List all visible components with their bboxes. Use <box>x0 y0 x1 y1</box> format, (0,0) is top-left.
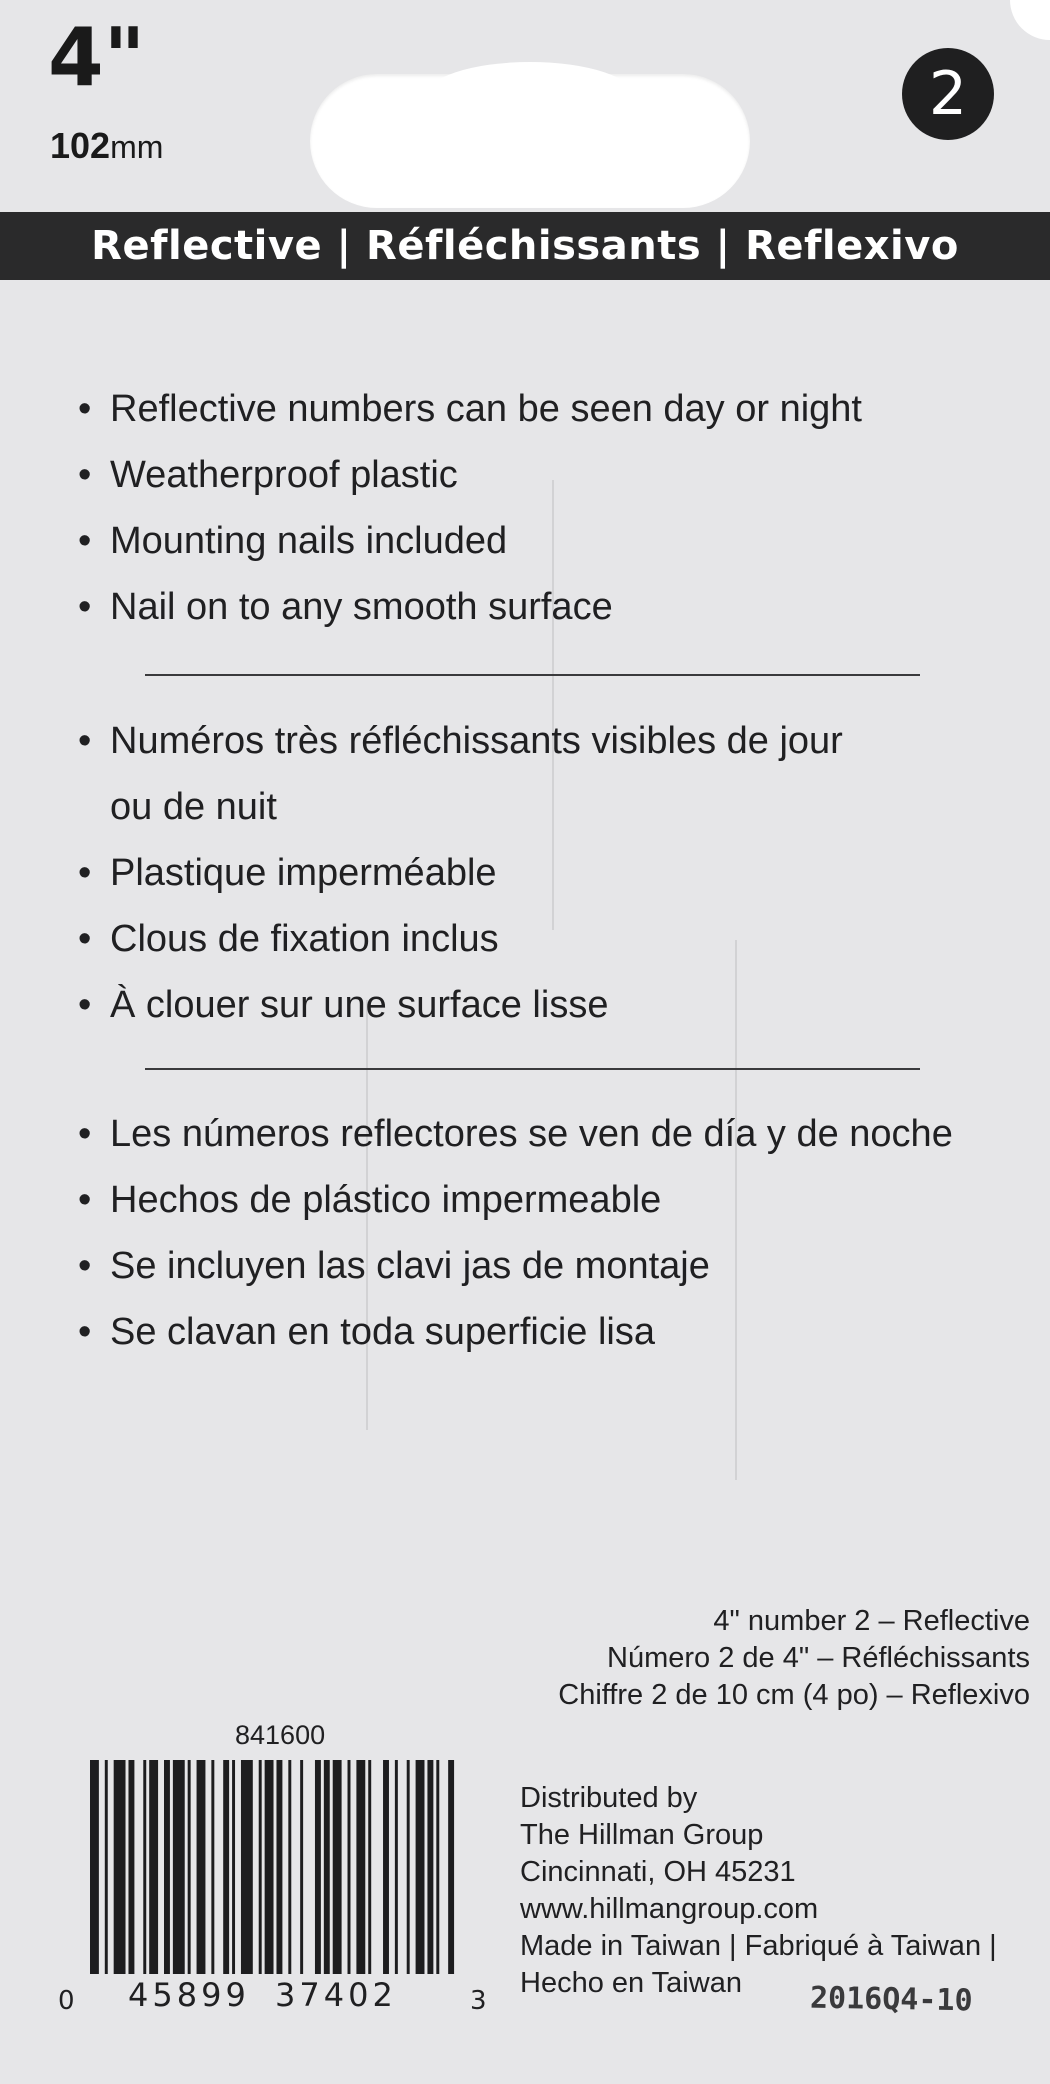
size-millimeters <box>50 125 163 167</box>
features-french <box>78 708 978 1038</box>
origin-es: Hecho en Taiwan <box>520 1967 742 1999</box>
list-item: • Hechos de plástico impermeable <box>78 1167 978 1233</box>
section-divider <box>145 1068 920 1070</box>
barcode-bar <box>407 1760 410 1974</box>
bullet-icon: • <box>78 520 92 562</box>
barcode-bar <box>436 1760 439 1974</box>
company-website: www.hillmangroup.com <box>520 1893 819 1925</box>
barcode-bar <box>241 1760 253 1974</box>
list-item: • Reflective numbers can be seen day or night <box>78 376 978 442</box>
date-stamp: 2016Q4-10 <box>809 1980 973 2019</box>
barcode-trail-digit: 3 <box>470 1986 487 2016</box>
barcode-bar <box>105 1760 108 2000</box>
list-item: • Nail on to any smooth surface <box>78 574 978 640</box>
bullet-icon: • <box>78 918 92 960</box>
barcode-bar <box>348 1760 351 1974</box>
bullet-icon: • <box>78 852 92 894</box>
list-item: • Numéros très réfléchissants visibles de jour ou de nuit <box>78 708 978 840</box>
description-spanish: Número 2 de 4" – Réfléchissants <box>607 1642 1030 1674</box>
list-item: • Se clavan en toda superficie lisa <box>78 1299 978 1365</box>
bullet-icon: • <box>78 586 92 628</box>
distributor-info <box>520 1780 997 2002</box>
size-inches: 4" <box>48 11 146 104</box>
barcode-bar <box>149 1760 158 1974</box>
barcode-bar <box>356 1760 365 1974</box>
barcode-bar <box>416 1760 425 1974</box>
list-item: • Mounting nails included <box>78 508 978 574</box>
sku-number: 841600 <box>235 1720 326 1750</box>
description-french: Chiffre 2 de 10 cm (4 po) – Reflexivo <box>558 1679 1030 1711</box>
barcode-bar <box>324 1760 330 1974</box>
barcode-bar <box>395 1760 398 1974</box>
barcode-bar <box>427 1760 433 1974</box>
barcode-bar <box>315 1760 321 1974</box>
bullet-icon: • <box>78 1113 92 1155</box>
list-item: • Clous de fixation inclus <box>78 906 978 972</box>
origin-en-fr: Made in Taiwan | Fabriqué à Taiwan | <box>520 1930 997 1962</box>
list-item: • Weatherproof plastic <box>78 442 978 508</box>
bullet-icon: • <box>78 1245 92 1287</box>
bullet-icon: • <box>78 1311 92 1353</box>
barcode-bar <box>223 1760 229 1974</box>
list-item: • Les números reflectores se ven de día y de noche <box>78 1101 978 1167</box>
barcode-bar <box>211 1760 214 1974</box>
barcode-bar <box>114 1760 126 1974</box>
hang-hole <box>310 74 750 208</box>
size-mm-unit: mm <box>110 129 164 165</box>
title-band <box>0 212 1050 280</box>
barcode-bar <box>300 1760 303 1974</box>
barcode-bar <box>90 1760 99 2000</box>
company-address: Cincinnati, OH 45231 <box>520 1856 796 1888</box>
barcode-bar <box>383 1760 389 1974</box>
barcode-bar <box>128 1760 134 1974</box>
barcode-bar <box>143 1760 146 1974</box>
barcode-lead-digit: 0 <box>58 1986 75 2016</box>
barcode <box>90 1760 460 2000</box>
barcode-bar <box>276 1760 282 1974</box>
barcode-bar <box>265 1760 274 1974</box>
bullet-icon: • <box>78 1179 92 1221</box>
description-english: 4" number 2 – Reflective <box>713 1605 1030 1637</box>
size-mm-value: 102 <box>50 125 111 166</box>
barcode-bar <box>368 1760 371 1974</box>
number-badge: 2 <box>902 48 994 140</box>
barcode-bar <box>197 1760 206 1974</box>
list-item: • Se incluyen las clavi jas de montaje <box>78 1233 978 1299</box>
barcode-bar <box>188 1760 191 1974</box>
barcode-left-digits: 45899 <box>128 1976 250 2014</box>
list-item: • Plastique imperméable <box>78 840 978 906</box>
product-title: Reflective | Réfléchissants | Reflexivo <box>91 223 959 269</box>
barcode-bar <box>448 1760 454 1974</box>
features-english <box>78 376 978 640</box>
barcode-bar <box>259 1760 262 1974</box>
barcode-bar <box>333 1760 342 1974</box>
list-item: • À clouer sur une surface lisse <box>78 972 978 1038</box>
bullet-icon: • <box>78 454 92 496</box>
product-description <box>558 1603 1030 1714</box>
bullet-icon: • <box>78 720 92 762</box>
company-name: The Hillman Group <box>520 1819 764 1851</box>
barcode-bar <box>173 1760 185 1974</box>
features-spanish <box>78 1101 978 1365</box>
barcode-bar <box>164 1760 170 1974</box>
section-divider <box>145 674 920 676</box>
barcode-right-digits: 37402 <box>275 1976 397 2014</box>
barcode-bar <box>288 1760 291 1974</box>
bullet-icon: • <box>78 984 92 1026</box>
barcode-bar <box>232 1760 235 1974</box>
distributed-by-label: Distributed by <box>520 1782 698 1814</box>
bullet-icon: • <box>78 388 92 430</box>
